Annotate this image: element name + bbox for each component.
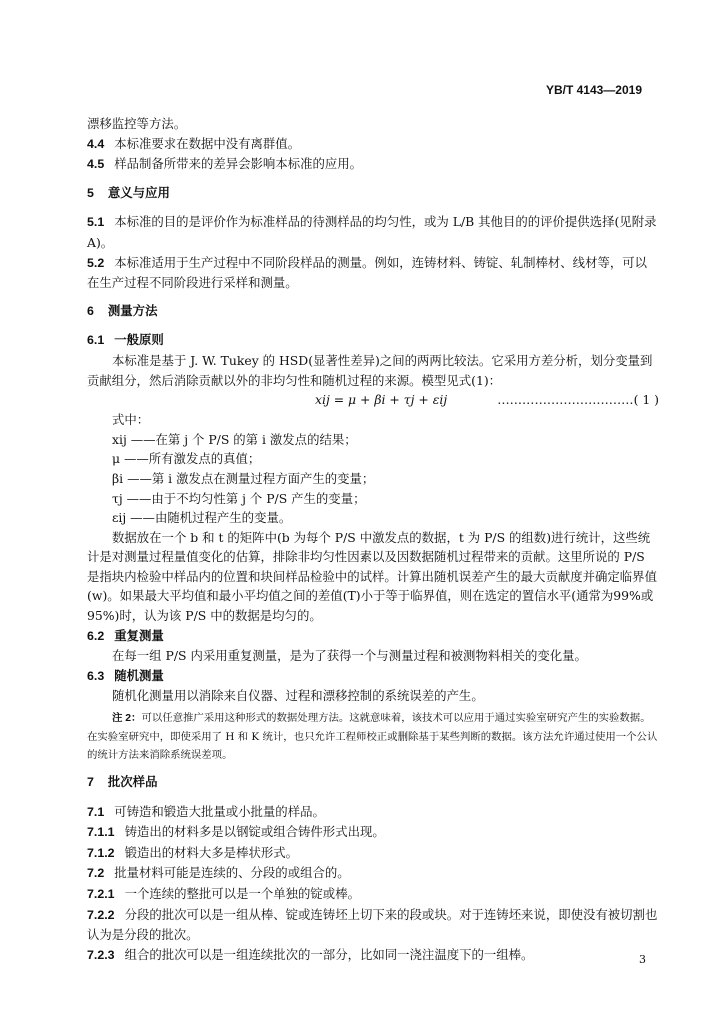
clause-number: 7.1 <box>87 804 105 819</box>
clause-text: 本标准适用于生产过程中不同阶段样品的测量。例如，连铸材料、铸锭、轧制棒材、线材等，可以在生产过程不同阶段进行采样和测量。 <box>87 254 648 291</box>
paragraph: 数据放在一个 b 和 t 的矩阵中(b 为每个 P/S 中激发点的数据，t 为 P/S 的组数)进行统计，这些统计是对测量过程量值变化的估算，排除非均匀性因素以及因数据随机过程带来的贡献。这里所说的 P/S 是指块内检验中样品内的位置和块间样品检验中的试样。计算出随机误差产生的最大贡献度并确定临界值(w)。如果最大平均值和最小平均值之间的差值(T)小于等于临界值，则在选定的置信水平(通常为99%或 95%)时，认为该 P/S 中的数据是均匀的。 <box>87 529 657 624</box>
clause-number: 7.2 <box>87 866 105 881</box>
paragraph: εij ——由随机过程产生的变量。 <box>112 510 292 526</box>
clause-text: 样品制备所带来的差异会影响本标准的应用。 <box>114 156 363 172</box>
section-heading <box>87 184 659 204</box>
clause <box>87 945 659 966</box>
clause-number: 5.1 <box>87 215 105 230</box>
section-number: 5 <box>87 185 94 200</box>
equation <box>87 390 659 410</box>
clause-text: 本标准要求在数据中没有离群值。 <box>114 135 301 151</box>
clause <box>87 843 659 864</box>
clause-text: 批量材料可能是连续的、分段的或组合的。 <box>114 865 350 881</box>
clause-text: 组合的批次可以是一组连续批次的一部分，比如同一浇注温度下的一组棒。 <box>124 946 534 962</box>
clause-number: 4.4 <box>87 136 105 151</box>
clause-number: 7.2.1 <box>87 887 115 901</box>
section-number: 6 <box>87 303 94 318</box>
clause-number: 6.1 <box>87 333 105 348</box>
clause <box>87 884 659 905</box>
subsection-heading <box>87 626 659 647</box>
paragraph: 在每一组 P/S 内采用重复测量，是为了获得一个与测量过程和被测物料相关的变化量。 <box>112 648 587 664</box>
section-heading <box>87 773 659 793</box>
clause-text: 本标准的目的是评价作为标准样品的待测样品的均匀性，或为 L/B 其他目的的评价提供选择(见附录 A)。 <box>87 214 657 250</box>
clause-number: 4.5 <box>87 157 105 172</box>
clause-number: 7.2.3 <box>87 947 115 962</box>
subsection-heading <box>87 666 659 687</box>
equation-expression: xij = μ + βi + τj + εij <box>315 392 448 408</box>
clause <box>87 134 659 155</box>
paragraph: xij ——在第 j 个 P/S 的第 i 激发点的结果； <box>112 431 357 447</box>
clause-number: 5.2 <box>87 255 105 270</box>
section-title: 测量方法 <box>107 303 158 318</box>
clause-text: 可铸造和锻造大批量或小批量的样品。 <box>114 803 325 819</box>
clause <box>87 822 659 843</box>
clause <box>87 863 659 884</box>
document-body <box>87 114 659 965</box>
clause-number: 7.1.1 <box>87 825 115 840</box>
clause-text: 铸造出的材料多是以钢锭或组合铸件形式出现。 <box>124 824 385 840</box>
page-number: 3 <box>639 953 646 966</box>
paragraph: τj ——由于不均匀性第 j 个 P/S 产生的变量； <box>112 490 366 506</box>
paragraph: μ ——所有激发点的真值； <box>112 451 261 467</box>
subsection-title: 一般原则 <box>114 332 164 348</box>
subsection-heading <box>87 330 659 351</box>
clause-number: 6.2 <box>87 628 105 643</box>
clause-text: 分段的批次可以是一组从棒、锭或连铸坯上切下来的段或块。对于连铸坯来说，即使没有被切割也认为是分段的批次。 <box>87 906 658 943</box>
paragraph: 随机化测量用以消除来自仪器、过程和漂移控制的系统误差的产生。 <box>112 688 484 704</box>
clause-number: 7.1.2 <box>87 845 115 860</box>
document-code: YB/T 4143—2019 <box>545 83 642 97</box>
clause-number: 6.3 <box>87 668 105 683</box>
clause <box>87 212 659 252</box>
clause <box>87 905 659 945</box>
note-text: 可以任意推广采用这种形式的数据处理方法。这就意味着，该技术可以应用于通过实验室研究产生的实验数据。在实验室研究中，即使采用了 H 和 K 统计，也只允许工程师校正或删除基于某些判断的数据。该方法允许通过使用一个公认的统计方法来消除系统误差项。 <box>87 712 658 762</box>
note <box>87 709 659 764</box>
equation-label: ……………………………( 1 ) <box>497 392 659 408</box>
section-number: 7 <box>87 775 94 790</box>
subsection-title: 随机测量 <box>114 667 164 683</box>
paragraph: 漂移监控等方法。 <box>87 116 187 131</box>
clause <box>87 802 659 823</box>
section-title: 批次样品 <box>107 775 158 790</box>
note-label: 注 2： <box>112 713 142 725</box>
paragraph: βi ——第 i 激发点在测量过程方面产生的变量； <box>112 470 375 486</box>
section-heading <box>87 302 659 322</box>
paragraph: 本标准是基于 J. W. Tukey 的 HSD(显著性差异)之间的两两比较法。它采用方差分析，划分变量到贡献组分，然后消除贡献以外的非均匀性和随机过程的来源。模型见式(1)： <box>87 352 653 388</box>
clause <box>87 154 659 175</box>
paragraph: 式中： <box>112 412 150 428</box>
subsection-title: 重复测量 <box>114 627 164 643</box>
clause-text: 锻造出的材料大多是棒状形式。 <box>124 844 299 860</box>
clause-number: 7.2.2 <box>87 907 115 922</box>
clause-text: 一个连续的整批可以是一个单独的锭或棒。 <box>124 886 360 901</box>
section-title: 意义与应用 <box>107 185 170 200</box>
clause <box>87 253 659 293</box>
